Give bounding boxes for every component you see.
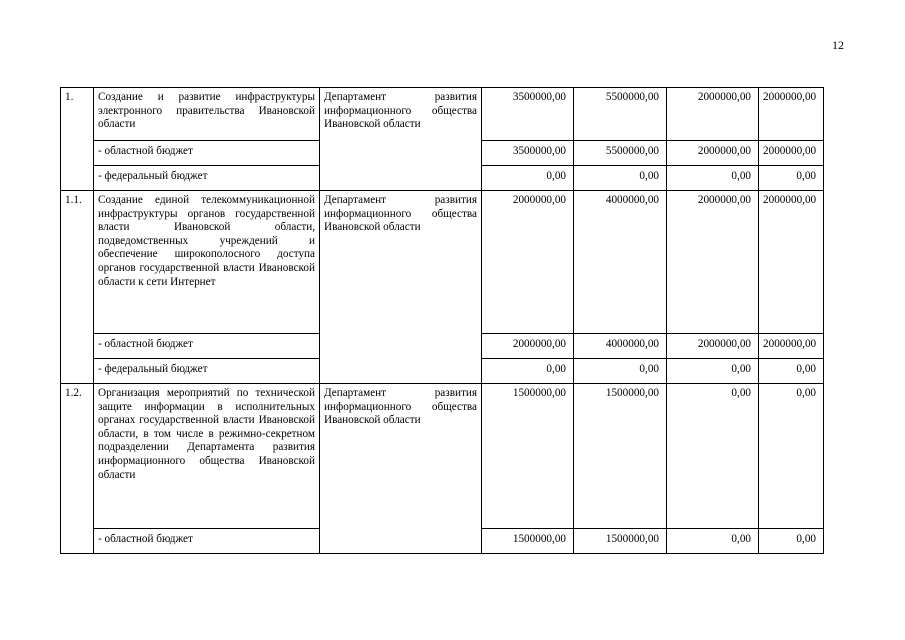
page-number: 12 xyxy=(832,38,844,52)
amount-cell: 4000000,00 xyxy=(574,334,667,359)
executor-cell: Департамент развития информационного общества Ивановской области xyxy=(320,191,482,384)
amount-cell: 0,00 xyxy=(482,359,574,384)
amount-cell: 2000000,00 xyxy=(759,334,824,359)
funding-source-label: - областной бюджет xyxy=(94,529,320,554)
amount-cell: 2000000,00 xyxy=(667,88,759,141)
amount-cell: 1500000,00 xyxy=(574,529,667,554)
amount-cell: 2000000,00 xyxy=(759,191,824,334)
row-number: 1.2. xyxy=(61,384,94,554)
amount-cell: 0,00 xyxy=(667,359,759,384)
amount-cell: 2000000,00 xyxy=(667,334,759,359)
amount-cell: 0,00 xyxy=(574,166,667,191)
table-row xyxy=(61,191,824,334)
amount-cell: 2000000,00 xyxy=(759,141,824,166)
amount-cell: 0,00 xyxy=(482,166,574,191)
amount-cell: 2000000,00 xyxy=(667,191,759,334)
funding-source-label: - федеральный бюджет xyxy=(94,166,320,191)
amount-cell: 2000000,00 xyxy=(667,141,759,166)
executor-cell: Департамент развития информационного общества Ивановской области xyxy=(320,384,482,554)
funding-source-label: - областной бюджет xyxy=(94,334,320,359)
amount-cell: 4000000,00 xyxy=(574,191,667,334)
amount-cell: 0,00 xyxy=(759,529,824,554)
amount-cell: 3500000,00 xyxy=(482,88,574,141)
amount-cell: 2000000,00 xyxy=(759,88,824,141)
table-row xyxy=(61,88,824,141)
amount-cell: 3500000,00 xyxy=(482,141,574,166)
amount-cell: 1500000,00 xyxy=(482,529,574,554)
amount-cell: 1500000,00 xyxy=(482,384,574,529)
amount-cell: 5500000,00 xyxy=(574,88,667,141)
program-budget-table xyxy=(60,87,824,554)
funding-source-label: - федеральный бюджет xyxy=(94,359,320,384)
amount-cell: 1500000,00 xyxy=(574,384,667,529)
amount-cell: 0,00 xyxy=(667,529,759,554)
activity-title: Создание и развитие инфраструктуры электронного правительства Ивановской области xyxy=(94,88,320,141)
activity-title: Организация мероприятий по технической защите информации в исполнительных органах государственной власти Ивановской области, в том числе в режимно-секретном подразделении Департамента развития информационного общества Ивановской области xyxy=(94,384,320,529)
row-number: 1. xyxy=(61,88,94,191)
row-number: 1.1. xyxy=(61,191,94,384)
amount-cell: 0,00 xyxy=(667,166,759,191)
activity-title: Создание единой телекоммуникационной инфраструктуры органов государственной власти Ивановской области, подведомственных учреждений и обеспечение широкополосного доступа органов государственной власти Ивановской области к сети Интернет xyxy=(94,191,320,334)
amount-cell: 5500000,00 xyxy=(574,141,667,166)
amount-cell: 0,00 xyxy=(667,384,759,529)
table-row xyxy=(61,384,824,529)
amount-cell: 0,00 xyxy=(759,359,824,384)
amount-cell: 2000000,00 xyxy=(482,191,574,334)
amount-cell: 2000000,00 xyxy=(482,334,574,359)
funding-source-label: - областной бюджет xyxy=(94,141,320,166)
executor-cell: Департамент развития информационного общества Ивановской области xyxy=(320,88,482,191)
amount-cell: 0,00 xyxy=(759,384,824,529)
amount-cell: 0,00 xyxy=(574,359,667,384)
amount-cell: 0,00 xyxy=(759,166,824,191)
